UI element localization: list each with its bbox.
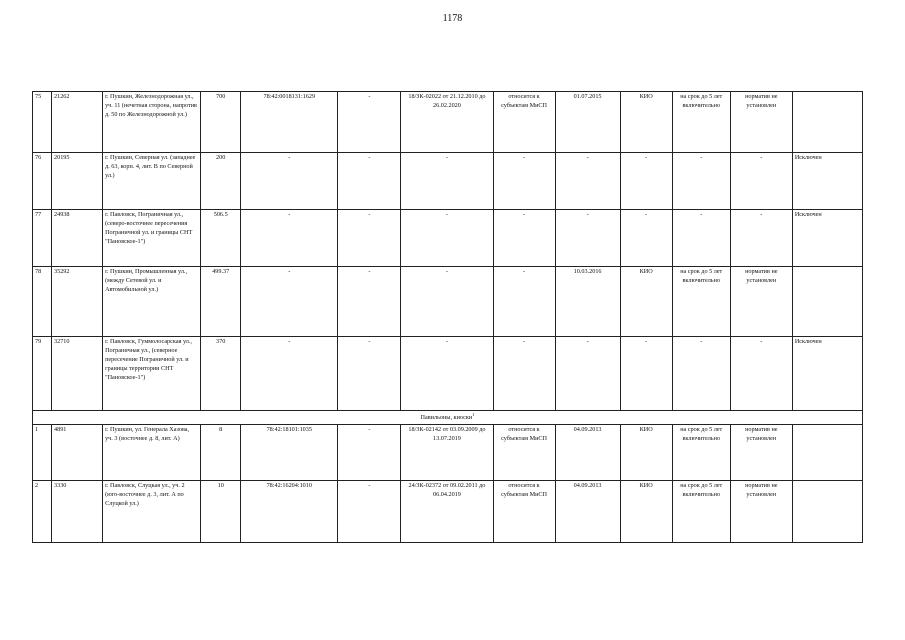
table-row: [33, 92, 863, 153]
cell-address: г. Пушкин, Железнодорожная ул., уч. 11 (нечетная сторона, напротив д. 50 по Железнодорожной ул.): [103, 92, 201, 153]
cell-term: -: [672, 337, 730, 411]
cell-object-id: 20195: [52, 153, 103, 210]
table-row: [33, 425, 863, 481]
cell-date: -: [555, 337, 620, 411]
table-row: [33, 337, 863, 411]
cell-norm: норматив не установлен: [730, 481, 792, 543]
registry-table: [32, 91, 863, 543]
cell-object-id: 21262: [52, 92, 103, 153]
cell-smb-relation: -: [493, 210, 555, 267]
cell-term: -: [672, 153, 730, 210]
cell-note: Исключен: [792, 153, 862, 210]
cell-note: [792, 92, 862, 153]
cell-address: г. Пушкин, ул. Генерала Хазова, уч. 3 (восточнее д. 8, лит. А): [103, 425, 201, 481]
table-row: [33, 267, 863, 337]
cell-cadastral-number: -: [241, 337, 338, 411]
cell-date: 10.03.2016: [555, 267, 620, 337]
cell-note: Исключен: [792, 337, 862, 411]
cell-address: г. Пушкин, Промышленная ул., (между Сетевой ул. и Автомобильной ул.): [103, 267, 201, 337]
cell-column-6: -: [338, 267, 401, 337]
cell-row-number: 77: [33, 210, 52, 267]
cell-row-number: 75: [33, 92, 52, 153]
cell-row-number: 76: [33, 153, 52, 210]
cell-norm: норматив не установлен: [730, 267, 792, 337]
cell-lease-info: -: [401, 337, 493, 411]
cell-date: -: [555, 153, 620, 210]
cell-object-id: 24938: [52, 210, 103, 267]
cell-area: 700: [201, 92, 241, 153]
cell-smb-relation: относится к субъектам МиСП: [493, 481, 555, 543]
cell-lease-info: 24/ЗК-02372 от 09.02.2011 до 06.04.2019: [401, 481, 493, 543]
cell-area: 10: [201, 481, 241, 543]
cell-note: Исключен: [792, 210, 862, 267]
cell-area: 499.37: [201, 267, 241, 337]
cell-column-6: -: [338, 481, 401, 543]
section-footnote-mark: 1: [472, 412, 475, 417]
table-row: [33, 210, 863, 267]
cell-organization: КИО: [620, 92, 672, 153]
cell-cadastral-number: 78:42:0018131:1629: [241, 92, 338, 153]
cell-organization: -: [620, 153, 672, 210]
table-row: [33, 153, 863, 210]
cell-date: 04.09.2013: [555, 425, 620, 481]
cell-address: г. Павловск, Слуцкая ул., уч. 2 (юго-восточнее д. 3, лит. А по Слуцкой ул.): [103, 481, 201, 543]
cell-object-id: 3330: [52, 481, 103, 543]
cell-area: 370: [201, 337, 241, 411]
cell-smb-relation: относится к субъектам МиСП: [493, 425, 555, 481]
cell-cadastral-number: -: [241, 267, 338, 337]
cell-column-6: -: [338, 210, 401, 267]
cell-address: г. Павловск, Пограничная ул., (северо-восточнее пересечения Пограничной ул. и границы СНТ "Пановское-1"): [103, 210, 201, 267]
cell-cadastral-number: 78:42:16204:1010: [241, 481, 338, 543]
cell-term: -: [672, 210, 730, 267]
cell-row-number: 1: [33, 425, 52, 481]
cell-norm: норматив не установлен: [730, 425, 792, 481]
cell-object-id: 4891: [52, 425, 103, 481]
cell-note: [792, 481, 862, 543]
cell-term: на срок до 5 лет включительно: [672, 425, 730, 481]
cell-organization: -: [620, 210, 672, 267]
cell-area: 506.5: [201, 210, 241, 267]
table-row: [33, 481, 863, 543]
cell-date: -: [555, 210, 620, 267]
cell-row-number: 78: [33, 267, 52, 337]
cell-term: на срок до 5 лет включительно: [672, 92, 730, 153]
cell-smb-relation: -: [493, 153, 555, 210]
cell-date: 04.09.2013: [555, 481, 620, 543]
section-row: [33, 411, 863, 425]
cell-note: [792, 267, 862, 337]
cell-organization: КИО: [620, 425, 672, 481]
cell-address: г. Павловск, Гуммолосарская ул., Пограничная ул., (северное пересечение Пограничной ул. и границы территории СНТ "Пановское-1"): [103, 337, 201, 411]
cell-term: на срок до 5 лет включительно: [672, 481, 730, 543]
cell-organization: КИО: [620, 267, 672, 337]
cell-lease-info: 18/ЗК-02022 от 21.12.2010 до 26.02.2020: [401, 92, 493, 153]
cell-lease-info: -: [401, 210, 493, 267]
cell-organization: -: [620, 337, 672, 411]
cell-column-6: -: [338, 337, 401, 411]
cell-cadastral-number: -: [241, 210, 338, 267]
cell-row-number: 2: [33, 481, 52, 543]
cell-lease-info: 18/ЗК-02142 от 03.09.2009 до 13.07.2019: [401, 425, 493, 481]
cell-smb-relation: относится к субъектам МиСП: [493, 92, 555, 153]
cell-column-6: -: [338, 153, 401, 210]
cell-area: 8: [201, 425, 241, 481]
cell-lease-info: -: [401, 267, 493, 337]
cell-norm: -: [730, 210, 792, 267]
cell-column-6: -: [338, 92, 401, 153]
cell-lease-info: -: [401, 153, 493, 210]
cell-norm: норматив не установлен: [730, 92, 792, 153]
cell-column-6: -: [338, 425, 401, 481]
cell-term: на срок до 5 лет включительно: [672, 267, 730, 337]
cell-smb-relation: -: [493, 337, 555, 411]
cell-organization: КИО: [620, 481, 672, 543]
cell-address: г. Пушкин, Северная ул. (западнее д. 63, корп. 4, лит. В по Северной ул.): [103, 153, 201, 210]
cell-norm: -: [730, 337, 792, 411]
cell-cadastral-number: 78:42:18101:1035: [241, 425, 338, 481]
cell-smb-relation: -: [493, 267, 555, 337]
cell-norm: -: [730, 153, 792, 210]
cell-cadastral-number: -: [241, 153, 338, 210]
cell-object-id: 35292: [52, 267, 103, 337]
cell-note: [792, 425, 862, 481]
cell-object-id: 32710: [52, 337, 103, 411]
cell-area: 200: [201, 153, 241, 210]
page-number: 1178: [442, 13, 463, 24]
cell-date: 01.07.2015: [555, 92, 620, 153]
cell-row-number: 79: [33, 337, 52, 411]
section-label: Павильоны, киоски: [420, 414, 473, 422]
